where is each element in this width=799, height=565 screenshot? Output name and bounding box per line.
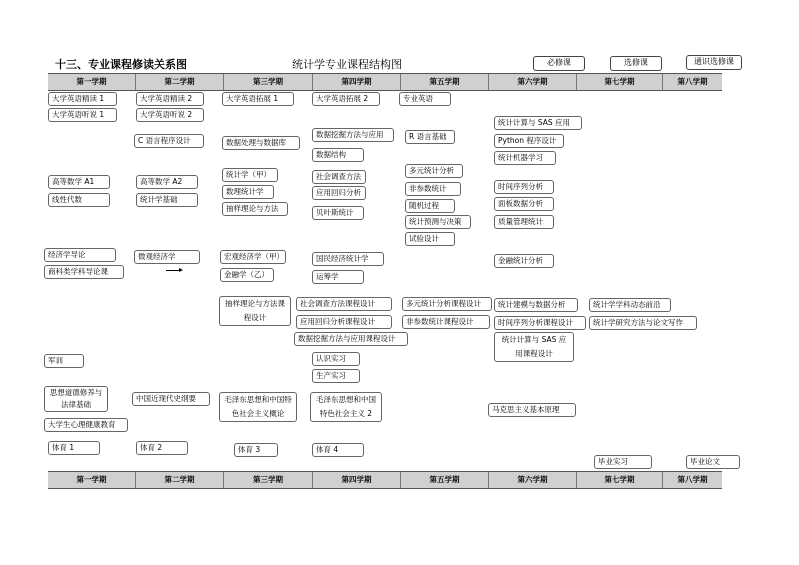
course-box: 社会调查方法 (312, 170, 366, 184)
diagram-title: 统计学专业课程结构图 (292, 58, 402, 71)
semester-label: 第四学期 (313, 472, 401, 488)
course-box: 毕业实习 (594, 455, 652, 469)
semester-label: 第二学期 (136, 472, 224, 488)
semester-label: 第六学期 (489, 472, 577, 488)
course-box: 运筹学 (312, 270, 364, 284)
course-box: 体育 2 (136, 441, 188, 455)
semester-label: 第一学期 (48, 74, 136, 90)
semester-label: 第八学期 (677, 475, 708, 484)
course-box: 数据处理与数据库 (222, 136, 300, 150)
course-box: 数据结构 (312, 148, 364, 162)
semester-label: 第七学期 (577, 472, 663, 488)
course-box: 认识实习 (312, 352, 360, 366)
semester-bar-top (48, 73, 722, 91)
course-box: 应用回归分析课程设计 (296, 315, 392, 329)
course-box: 统计计算与 SAS 应用课程设计 (494, 332, 574, 362)
course-box: 统计机器学习 (494, 151, 556, 165)
semester-label: 第二学期 (136, 74, 224, 90)
course-box: 毕业论文 (686, 455, 740, 469)
course-box: 应用回归分析 (312, 186, 366, 200)
course-box: 贝叶斯统计 (312, 206, 364, 220)
course-box: 专业英语 (399, 92, 451, 106)
course-box: 大学英语听说 2 (136, 108, 204, 122)
semester-label: 第三学期 (224, 472, 313, 488)
course-box: C 语言程序设计 (134, 134, 204, 148)
course-box: 统计建模与数据分析 (494, 298, 578, 312)
semester-label: 第三学期 (224, 74, 313, 90)
course-box: 体育 4 (312, 443, 364, 457)
course-box: 经济学导论 (44, 248, 116, 262)
course-box: 随机过程 (405, 199, 455, 213)
course-box: 毛泽东思想和中国特色社会主义概论 (219, 392, 297, 422)
course-box: 抽样理论与方法课程设计 (219, 296, 291, 326)
course-box: 金融统计分析 (494, 254, 554, 268)
legend-elective: 选修课 (610, 56, 662, 71)
course-box: 大学生心理健康教育 (44, 418, 128, 432)
course-box: 数理统计学 (222, 185, 274, 199)
semester-label: 第四学期 (313, 74, 401, 90)
course-box: 统计预测与决策 (405, 215, 471, 229)
course-box: 高等数学 A1 (48, 175, 110, 189)
course-box: 统计学研究方法与论文写作 (589, 316, 697, 330)
course-box: 多元统计分析课程设计 (402, 297, 492, 311)
course-box: 数据挖掘方法与应用 (312, 128, 394, 142)
semester-label: 第五学期 (401, 472, 489, 488)
course-box: 统计学（甲） (222, 168, 278, 182)
course-box: 质量管理统计 (494, 215, 554, 229)
section-title: 十三、专业课程修读关系图 (55, 58, 187, 71)
course-box: 统计计算与 SAS 应用 (494, 116, 582, 130)
course-box: 大学英语听说 1 (48, 108, 117, 122)
course-box: 社会调查方法课程设计 (296, 297, 392, 311)
course-box: 微观经济学 (134, 250, 200, 264)
course-box: 思想道德修养与法律基础 (44, 386, 108, 412)
course-box: 大学英语拓展 1 (222, 92, 294, 106)
course-box: 抽样理论与方法 (222, 202, 288, 216)
course-box: 金融学（乙） (220, 268, 274, 282)
course-box: 数据挖掘方法与应用课程设计 (294, 332, 408, 346)
semester-label: 第五学期 (401, 74, 489, 90)
course-box: 统计学学科动态前沿 (589, 298, 671, 312)
semester-label: 第六学期 (489, 74, 577, 90)
course-box: Python 程序设计 (494, 134, 564, 148)
legend-general-elective: 通识选修课 (686, 55, 742, 70)
course-box: 体育 1 (48, 441, 100, 455)
legend-required: 必修课 (533, 56, 585, 71)
course-box: 面板数据分析 (494, 197, 554, 211)
course-box: 时间序列分析 (494, 180, 554, 194)
course-box: 大学英语精读 1 (48, 92, 117, 106)
course-box: 试验设计 (405, 232, 455, 246)
course-box: 军训 (44, 354, 84, 368)
course-box: 大学英语精读 2 (136, 92, 204, 106)
course-box: 中国近现代史纲要 (132, 392, 210, 406)
course-box: 商科类学科导论课 (44, 265, 124, 279)
course-box: 统计学基础 (136, 193, 198, 207)
semester-label: 第七学期 (577, 74, 663, 90)
semester-label: 第八学期 (677, 77, 708, 86)
course-box: 时间序列分析课程设计 (494, 316, 586, 330)
course-box: R 语言基础 (405, 130, 455, 144)
course-box: 多元统计分析 (405, 164, 463, 178)
course-box: 非参数统计课程设计 (402, 315, 490, 329)
course-box: 生产实习 (312, 369, 360, 383)
course-box: 非参数统计 (405, 182, 461, 196)
course-box: 体育 3 (234, 443, 278, 457)
semester-bar-bottom (48, 471, 722, 489)
course-box: 大学英语拓展 2 (312, 92, 380, 106)
semester-label: 第一学期 (48, 472, 136, 488)
course-box: 线性代数 (48, 193, 110, 207)
course-box: 马克思主义基本原理 (488, 403, 576, 417)
course-box: 国民经济统计学 (312, 252, 384, 266)
arrow-icon (166, 270, 180, 271)
course-box: 毛泽东思想和中国特色社会主义 2 (310, 392, 382, 422)
course-box: 高等数学 A2 (136, 175, 198, 189)
course-box: 宏观经济学（甲） (220, 250, 286, 264)
